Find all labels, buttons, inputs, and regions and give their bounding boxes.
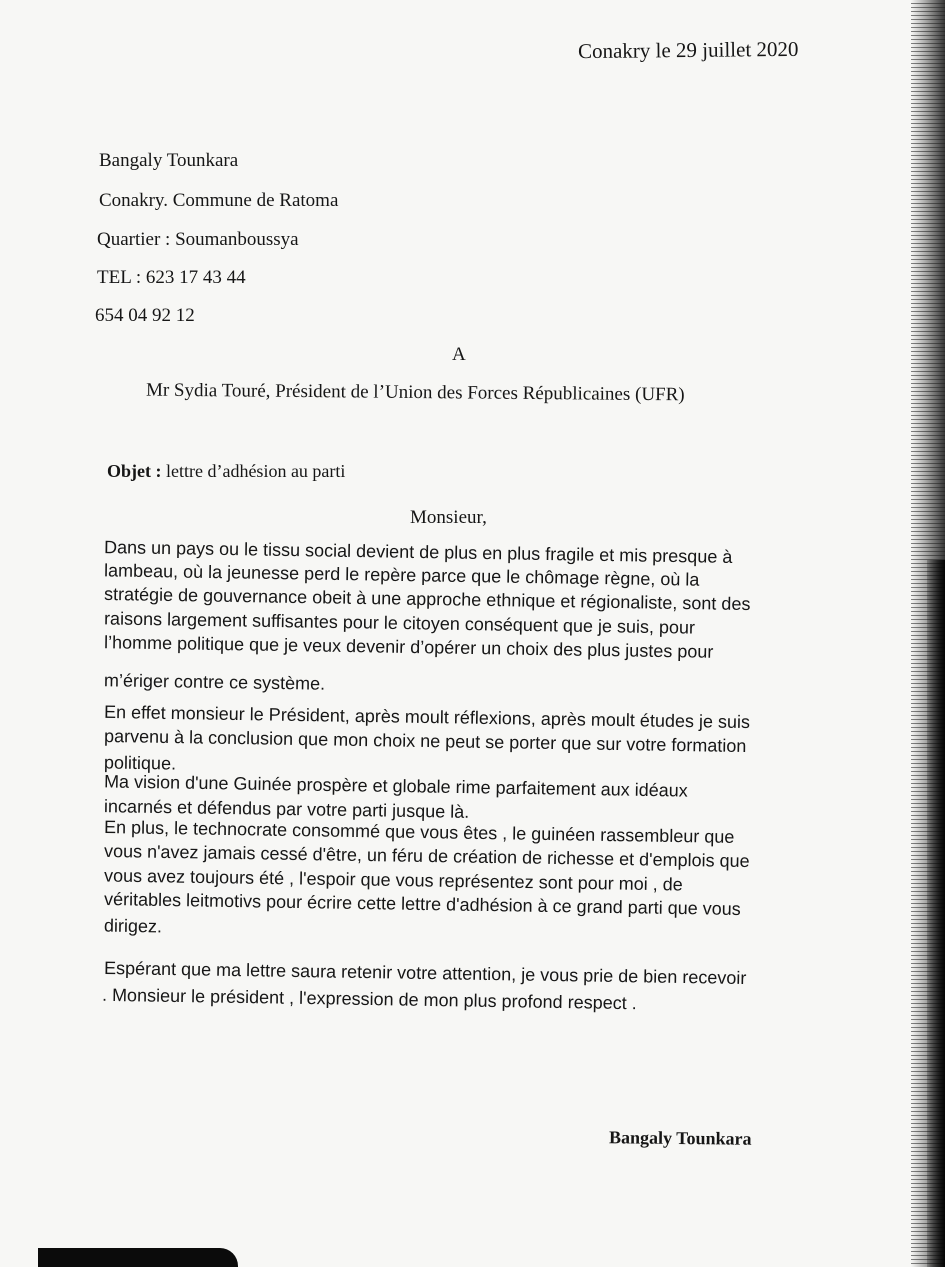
subject-line [107, 462, 345, 480]
body-line: vous n'avez jamais cessé d'être, un féru de création de richesse et d'emplois que [103, 840, 750, 872]
body-line: raisons largement suffisantes pour le citoyen conséquent que je suis, pour [103, 608, 696, 638]
salutation: Monsieur, [410, 507, 487, 528]
body-line: stratégie de gouvernance obeit à une approche ethnique et régionaliste, sont des [103, 583, 751, 615]
sender-phone-2: 654 04 92 12 [95, 305, 195, 326]
body-line: lambeau, où la jeunesse perd le repère parce que le chômage règne, où la [103, 560, 700, 590]
body-line: incarnés et défendus par votre parti jusque là. [103, 796, 470, 822]
subject-label: Objet : [107, 461, 162, 481]
subject-text: lettre d’adhésion au parti [165, 461, 346, 481]
scan-edge-dark [927, 560, 945, 1267]
body-line: m’ériger contre ce système. [103, 670, 326, 694]
sender-city: Conakry. Commune de Ratoma [99, 190, 339, 211]
sender-phone-1: TEL : 623 17 43 44 [97, 267, 246, 288]
sender-name: Bangaly Tounkara [99, 150, 239, 171]
recipient-to: A [452, 344, 466, 365]
body-line: politique. [103, 752, 177, 774]
recipient-name: Mr Sydia Touré, Président de l’Union des Forces Républicaines (UFR) [145, 379, 685, 406]
body-line: Dans un pays ou le tissu social devient de plus en plus fragile et mis presque à [103, 537, 733, 567]
body-line: Ma vision d'une Guinée prospère et globale rime parfaitement aux idéaux [103, 771, 688, 801]
body-line: dirigez. [103, 915, 163, 937]
body-line: véritables leitmotivs pour écrire cette lettre d'adhésion à ce grand parti que vous [103, 889, 741, 919]
body-line: l’homme politique que je veux devenir d’opérer un choix des plus justes pour [103, 632, 714, 662]
body-line: . Monsieur le président , l'expression de mon plus profond respect . [101, 984, 637, 1014]
signature: Bangaly Tounkara [608, 1127, 752, 1149]
body-line: vous avez toujours été , l'espoir que vous représentez sont pour moi , de [103, 865, 683, 895]
body-line: En plus, le technocrate consommé que vous êtes , le guinéen rassembleur que [103, 817, 735, 847]
body-line: Espérant que ma lettre saura retenir votre attention, je vous prie de bien recevoir [103, 957, 747, 989]
body-line: parvenu à la conclusion que mon choix ne peut se porter que sur votre formation [103, 725, 747, 757]
body-line: En effet monsieur le Président, après moult réflexions, après moult études je suis [103, 701, 751, 733]
scan-bottom-artifact [38, 1248, 238, 1267]
sender-district: Quartier : Soumanboussya [97, 229, 299, 250]
date-line: Conakry le 29 juillet 2020 [577, 36, 799, 64]
